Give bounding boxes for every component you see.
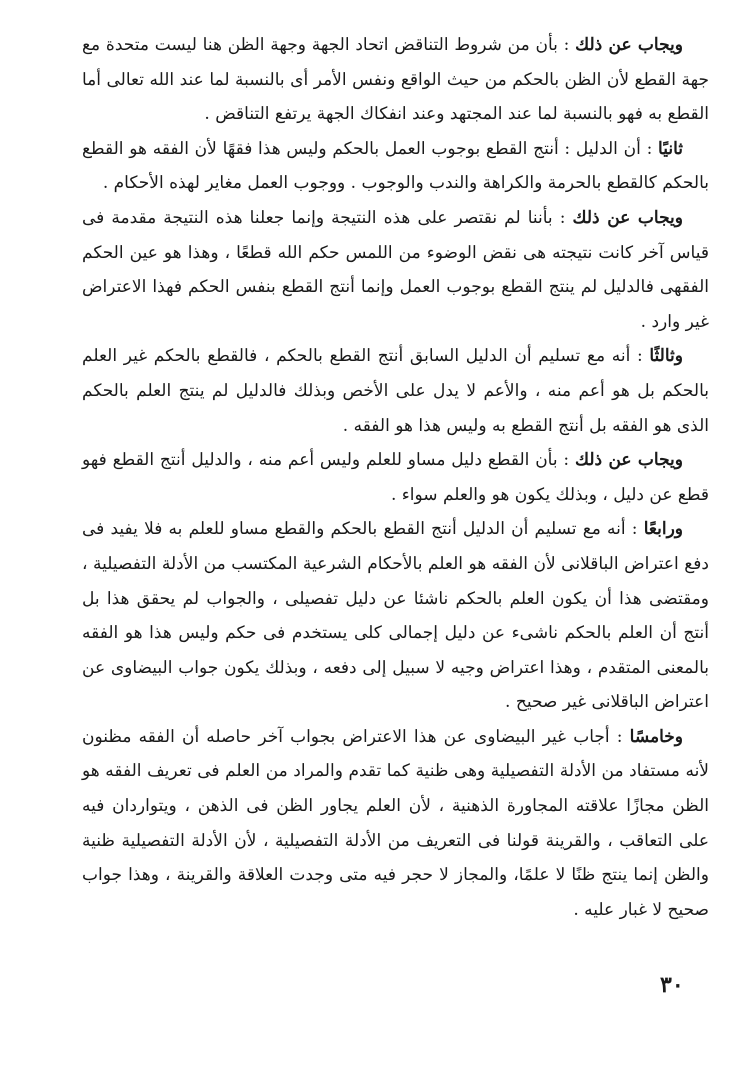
page-number: ٣٠ <box>660 972 684 998</box>
paragraph-lead: ويجاب عن ذلك <box>575 35 683 55</box>
paragraph-fifth-answer <box>82 720 709 928</box>
paragraph-text: : أجاب غير البيضاوى عن هذا الاعتراض بجواب آخر حاصله أن الفقه مظنون لأنه مستفاد من الأدلة التفصيلية وهى ظنية كما تقدم والمراد من العلم فى تعريف الفقه هو الظن مجازًا علاقته المجاورة الذهنية ، لأن العلم يجاور الظن فى الذهن ، ويتواردان فيه على التعاقب ، والقرينة قولنا فى التعريف من الأدلة التفصيلية ، لأن الأدلة التفصيلية ظنية والظن إنما ينتج ظنًا لا علمًا، والمجاز لا حجر فيه متى وجدت العلاقة والقرينة ، وهذا جواب صحيح لا غبار عليه . <box>82 726 709 920</box>
paragraph-lead: ويجاب عن ذلك <box>572 207 683 228</box>
paragraph-reply-1 <box>82 28 709 132</box>
paragraph-text: : أن الدليل : أنتج القطع بوجوب العمل بالحكم وليس هذا فقهًا لأن الفقه هو القطع بالحكم كالقطع بالحرمة والكراهة والندب والوجوب . ووجوب العمل مغاير لهذه الأحكام . <box>82 138 709 194</box>
paragraph-text: : بأن من شروط التناقض اتحاد الجهة وجهة الظن هنا ليست متحدة مع جهة القطع لأن الظن بالحكم من حيث الواقع ونفس الأمر أى بالنسبة لما عند الله تعالى أما القطع به فهو بالنسبة لما عند المجتهد وعند انفكاك الجهة يرتفع التناقض . <box>82 35 709 125</box>
paragraph-lead: ثانيًا <box>658 138 683 159</box>
paragraph-text: : أنه مع تسليم أن الدليل السابق أنتج القطع بالحكم ، فالقطع بالحكم غير العلم بالحكم بل هو أعم منه ، والأعم لا يدل على الأخص وبذلك فالدليل لم ينتج العلم بالحكم الذى هو الفقه بل أنتج القطع به وليس هذا هو الفقه . <box>82 346 709 436</box>
paragraph-lead: ورابعًا <box>643 519 683 540</box>
paragraph-reply-3 <box>82 443 709 512</box>
paragraph-text: : بأن القطع دليل مساو للعلم وليس أعم منه ، والدليل أنتج القطع فهو قطع عن دليل ، وبذلك يكون هو والعلم سواء . <box>82 450 709 505</box>
paragraph-lead: وخامسًا <box>629 726 683 747</box>
paragraph-fourth-objection <box>82 512 709 720</box>
paragraph-third-objection <box>82 339 709 443</box>
paragraph-lead: ويجاب عن ذلك <box>575 450 683 471</box>
page-body <box>82 28 709 927</box>
paragraph-lead: وثالثًا <box>649 346 683 367</box>
paragraph-reply-2 <box>82 201 709 339</box>
paragraph-second-objection <box>82 132 709 201</box>
paragraph-text: : أنه مع تسليم أن الدليل أنتج القطع بالحكم والقطع مساو للعلم به فلا يفيد فى دفع اعتراض الباقلانى لأن الفقه هو العلم بالأحكام الشرعية المكتسب من الأدلة التفصيلية ، ومقتضى هذا أن يكون العلم بالحكم ناشئا عن دليل تفصيلى ، والجواب لم يحقق هذا بل أنتج أن العلم بالحكم ناشىء عن دليل إجمالى كلى يستخدم فى حكم وليس هذا هو الفقه بالمعنى المتقدم ، وهذا اعتراض وجيه لا سبيل إلى دفعه ، وبذلك يكون جواب البيضاوى عن اعتراض الباقلانى غير صحيح . <box>82 519 709 713</box>
paragraph-text: : بأننا لم نقتصر على هذه النتيجة وإنما جعلنا هذه النتيجة مقدمة فى قياس آخر كانت نتيجته هى نقض الوضوء من اللمس حكم الله قطعًا ، وهذا هو عين الحكم الفقهى فالدليل لم ينتج القطع بوجوب العمل وإنما أنتج القطع بنفس الحكم فهذا الاعتراض غير وارد . <box>82 207 709 332</box>
